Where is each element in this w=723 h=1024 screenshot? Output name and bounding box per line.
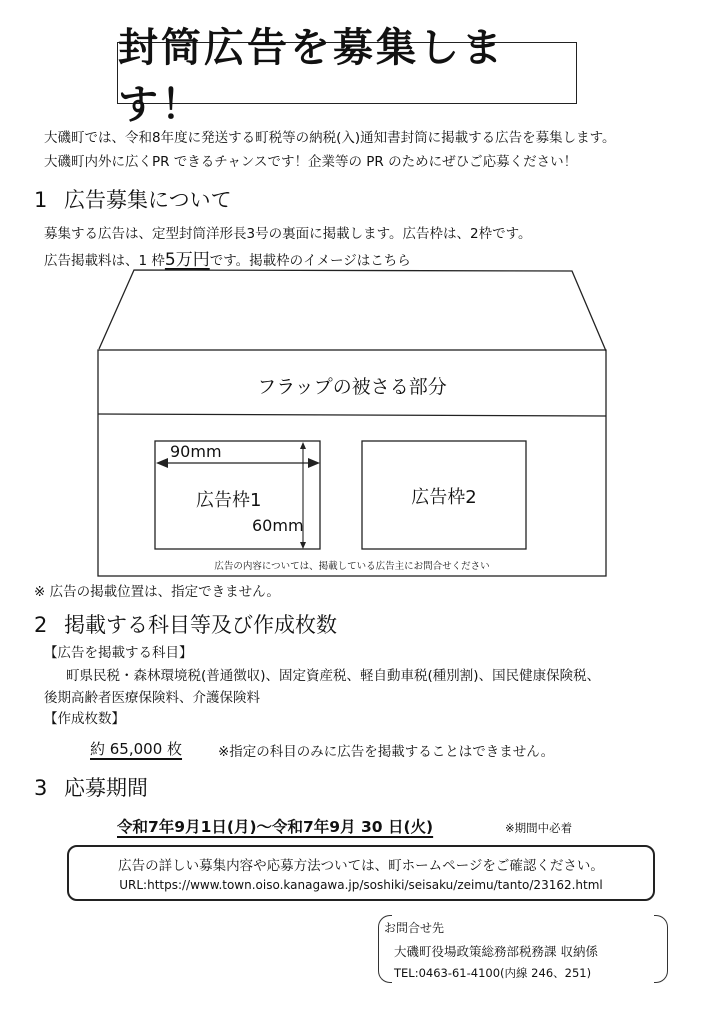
flap-label: フラップの被さる部分 xyxy=(257,376,447,398)
homepage-url-link[interactable]: URL:https://www.town.oiso.kanagawa.jp/soshiki/seisaku/zeimu/tanto/23162.html xyxy=(119,878,603,892)
arrow-left-icon xyxy=(156,458,168,468)
arrow-up-icon xyxy=(300,442,306,449)
section-1-line-1: 募集する広告は、定型封筒洋形長3号の裏面に掲載します。広告枠は、2枠です。 xyxy=(44,226,532,242)
section-number: 1 xyxy=(34,188,48,212)
ad-slot-2-label: 広告枠2 xyxy=(411,487,477,508)
application-period: 令和7年9月1日(月)～令和7年9月 30 日(火) xyxy=(117,818,434,836)
height-label: 60mm xyxy=(252,516,304,535)
contact-label: お問合せ先 xyxy=(384,921,445,935)
diagram-footer-note: 広告の内容については、掲載している広告主にお問合せください xyxy=(214,561,490,572)
contact-box xyxy=(378,915,668,985)
page-title: 封筒広告を募集します！ xyxy=(118,25,505,128)
flap-overlap-line xyxy=(98,414,606,416)
right-bracket xyxy=(654,915,668,983)
subjects-line-2: 後期高齢者医療保険料、介護保険料 xyxy=(44,690,260,706)
width-label: 90mm xyxy=(170,442,222,461)
count-label: 【作成枚数】 xyxy=(44,711,125,727)
contact-department: 大磯町役場政策総務部税務課 収納係 xyxy=(394,944,598,959)
section-title: 応募期間 xyxy=(64,776,148,800)
info-box xyxy=(67,845,655,901)
fee-suffix: です。掲載枠のイメージはこちら xyxy=(209,253,411,269)
arrow-right-icon xyxy=(308,458,320,468)
intro-line-2: 大磯町内外に広くPR できるチャンスです！企業等の PR のためにぜひご応募ください！ xyxy=(44,154,578,170)
subjects-line-1: 町県民税・森林環境税(普通徴収)、固定資産税、軽自動車税(種別割)、国民健康保険税、 xyxy=(66,668,601,684)
section-title: 広告募集について xyxy=(64,188,232,212)
section-number: 3 xyxy=(34,776,48,800)
fee-price: 5万円 xyxy=(164,250,210,270)
fee-prefix: 広告掲載料は、1 枠 xyxy=(44,253,165,269)
contact-phone: TEL:0463-61-4100(内線 246、251) xyxy=(394,966,592,980)
count-note: ※指定の科目のみに広告を掲載することはできません。 xyxy=(218,744,555,760)
section-title: 掲載する科目等及び作成枚数 xyxy=(64,613,337,637)
arrow-down-icon xyxy=(300,542,306,549)
section-number: 2 xyxy=(34,613,48,637)
ad-slot-1-label: 広告枠1 xyxy=(196,490,262,511)
section-2-heading xyxy=(34,609,337,639)
period-note: ※期間中必着 xyxy=(505,821,573,835)
info-text: 広告の詳しい募集内容や応募方法ついては、町ホームページをご確認ください。 xyxy=(118,858,604,874)
subjects-label: 【広告を掲載する科目】 xyxy=(44,645,193,661)
envelope-flap-outline xyxy=(99,270,606,351)
position-note: ※ 広告の掲載位置は、指定できません。 xyxy=(34,584,280,600)
intro-line-1: 大磯町では、令和8年度に発送する町税等の納税(入)通知書封筒に掲載する広告を募集します。 xyxy=(44,130,616,146)
count-value: 約 65,000 枚 xyxy=(90,740,183,758)
section-3-heading xyxy=(34,772,148,802)
